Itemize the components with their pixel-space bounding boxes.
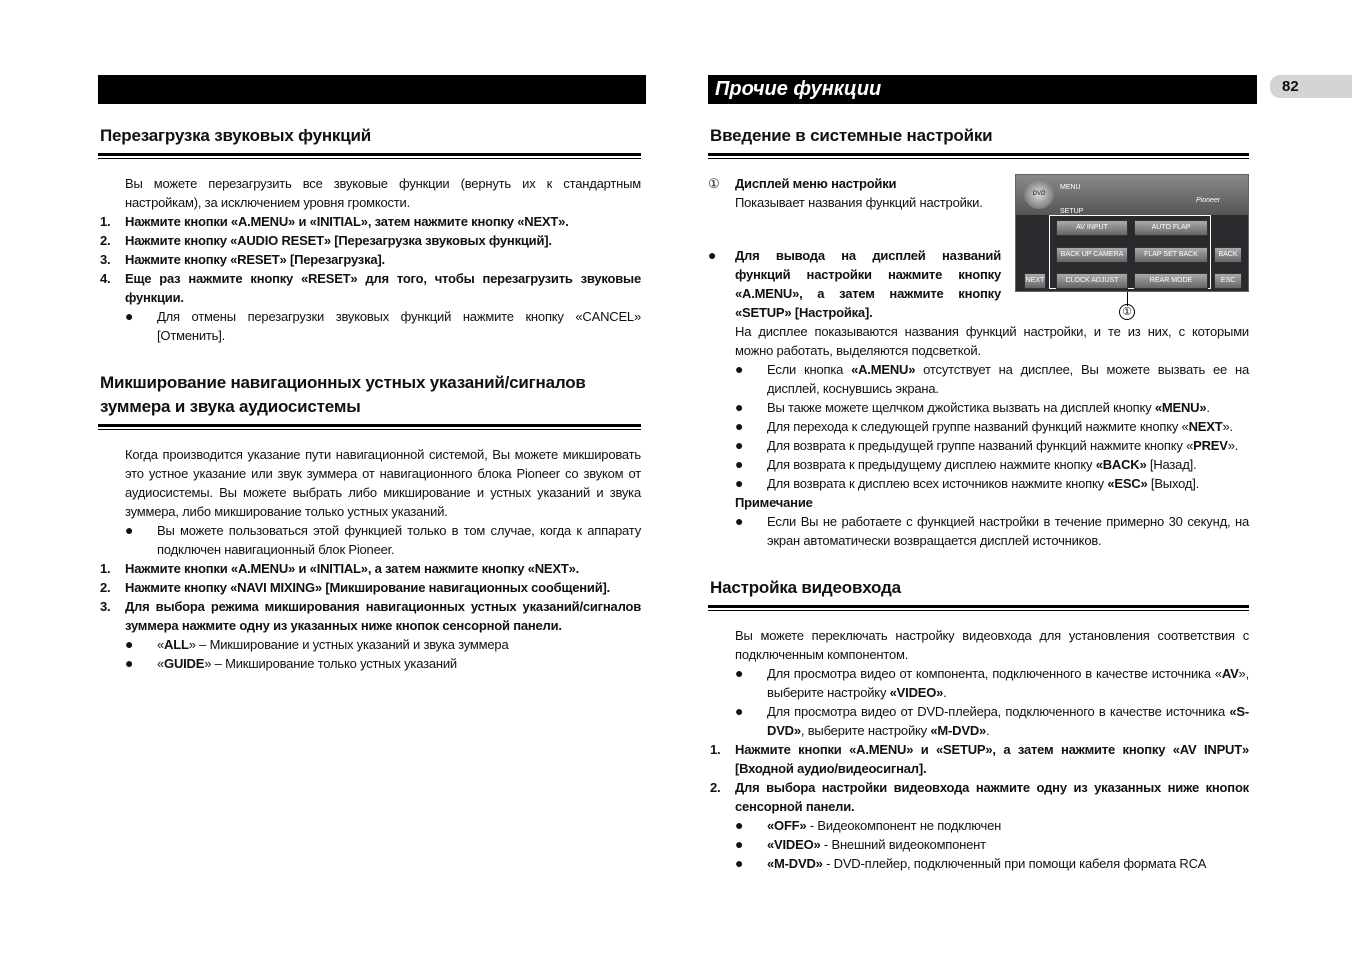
text-run: «M-DVD» <box>930 723 987 738</box>
text-run: Для вывода на дисплей названий функций настройки нажмите кнопку «A.MENU», а затем нажмите кнопку «SETUP» [Настройка]. <box>735 248 1001 320</box>
dvd-logo: DVD <box>1024 179 1054 209</box>
text-run: Для просмотра видео от DVD-плейера, подключенного в качестве источника <box>767 704 1230 719</box>
numbered-step <box>708 740 1249 778</box>
numbered-step <box>98 250 641 269</box>
text-run: Если кнопка <box>767 362 852 377</box>
bullet-icon: ● <box>735 855 744 871</box>
text-run: Если Вы не работаете с функцией настройки в течение примерно 30 секунд, на экран автоматически возвращается дисплей источников. <box>767 514 1249 548</box>
text-run: Для отмены перезагрузки звуковых функций нажмите кнопку «CANCEL» [Отменить]. <box>157 309 641 343</box>
text-run: . <box>943 685 947 700</box>
step-number: 4. <box>100 271 111 286</box>
bullet-icon: ● <box>735 418 744 434</box>
bullet-item <box>708 474 1249 493</box>
esc-button[interactable]: ESC <box>1214 273 1242 289</box>
text-run: Вы можете переключать настройку видеовхода для установления соответствия с подключенным компонентом. <box>735 628 1249 662</box>
numbered-step <box>98 269 641 307</box>
text-run: » – Микширование и устных указаний и звука зуммера <box>188 637 509 652</box>
text-run: Для выбора настройки видеовхода нажмите одну из указанных ниже кнопок сенсорной панели. <box>735 780 1249 814</box>
text-run: Нажмите кнопки «A.MENU» и «SETUP», а затем нажмите кнопку «AV INPUT» [Входной аудио/видеосигнал]. <box>735 742 1249 776</box>
text-run: NEXT <box>1188 419 1223 434</box>
menu-label: MENU <box>1060 184 1081 191</box>
bullet-icon: ● <box>735 475 744 491</box>
text-run: отсутствует на дисплее, Вы можете вызвать ее на дисплей, коснувшись экрана. <box>767 362 1249 396</box>
text-run: «MENU» <box>1154 400 1207 415</box>
bullet-icon: ● <box>735 361 744 377</box>
bullet-item <box>708 360 1249 398</box>
bullet-icon: ● <box>735 513 744 529</box>
section-heading: Настройка видеовхода <box>708 576 1249 608</box>
bullet-icon: ● <box>735 437 744 453</box>
bullet-icon: ● <box>735 817 744 833</box>
paragraph <box>98 174 641 212</box>
paragraph <box>708 322 1249 360</box>
flap-set-back-button[interactable]: FLAP SET BACK <box>1134 247 1208 263</box>
step-number: 3. <box>100 252 111 267</box>
bullet-item <box>708 455 1249 474</box>
text-run: Вы также можете щелчком джойстика вызвать на дисплей кнопку <box>767 400 1155 415</box>
numbered-step <box>98 578 641 597</box>
numbered-step <box>98 212 641 231</box>
av-input-button[interactable]: AV INPUT <box>1056 220 1128 236</box>
callout-item <box>708 174 1249 193</box>
step-number: 2. <box>100 580 111 595</box>
bullet-icon: ● <box>125 655 134 671</box>
bullet-item <box>708 246 1249 322</box>
text-run: [Выход]. <box>1147 476 1200 491</box>
step-number: 2. <box>100 233 111 248</box>
paragraph <box>98 445 641 521</box>
bullet-icon: ● <box>735 836 744 852</box>
left-column <box>98 124 641 673</box>
bullet-icon: ● <box>125 522 134 538</box>
text-run: « <box>157 637 165 652</box>
text-run: ». <box>1227 438 1239 453</box>
bullet-item <box>708 835 1249 854</box>
section-heading: Перезагрузка звуковых функций <box>98 124 641 156</box>
bullet-item <box>98 635 641 654</box>
bullet-item <box>708 816 1249 835</box>
text-run: «BACK» <box>1095 457 1147 472</box>
text-run: PREV <box>1193 438 1228 453</box>
text-run: . <box>1206 400 1210 415</box>
text-run: Дисплей меню настройки <box>735 176 897 191</box>
pioneer-logo: Pioneer <box>1196 197 1221 204</box>
text-run: Для возврата к дисплею всех источников нажмите кнопку <box>767 476 1108 491</box>
step-number: 2. <box>710 780 721 795</box>
header-bar-left <box>98 75 646 104</box>
text-run: На дисплее показываются названия функций настройки, и те из них, с которыми можно работать, выделяются подсветкой. <box>735 324 1249 358</box>
bullet-icon: ● <box>125 308 134 324</box>
text-run: - Внешний видеокомпонент <box>820 837 986 852</box>
text-run: Вы можете пользоваться этой функцией только в том случае, когда к аппарату подключен навигационный блок Pioneer. <box>157 523 641 557</box>
bullet-icon: ● <box>735 665 744 681</box>
right-column <box>708 124 1249 873</box>
text-run: Для просмотра видео от компонента, подключенного в качестве источника « <box>767 666 1222 681</box>
bullet-item <box>98 307 641 345</box>
callout-marker: ① <box>1119 304 1135 320</box>
bullet-item <box>708 436 1249 455</box>
text-run: Нажмите кнопку «RESET» [Перезагрузка]. <box>125 252 385 267</box>
page-number: 82 <box>1270 75 1352 98</box>
bullet-item <box>708 398 1249 417</box>
text-run: GUIDE <box>164 656 205 671</box>
text-run: «ESC» <box>1107 476 1148 491</box>
text-run: Для возврата к предыдущей группе названий функций нажмите кнопку « <box>767 438 1194 453</box>
back-up-camera-button[interactable]: BACK UP CAMERA <box>1056 247 1128 263</box>
setup-label: SETUP <box>1060 208 1084 215</box>
text-run: Когда производится указание пути навигационной системой, Вы можете микшировать это устное указание или звук зуммера от навигационного блока Pioneer со звуком от аудиосистемы. Вы можете выбрать либо микширование и устных указаний и звука зуммера, либо микширование только устных указаний. <box>125 447 641 519</box>
bullet-item <box>708 417 1249 436</box>
numbered-step <box>98 597 641 635</box>
text-run: . <box>986 723 990 738</box>
rear-mode-button[interactable]: REAR MODE <box>1134 273 1208 289</box>
text-run: [Назад]. <box>1146 457 1197 472</box>
text-run: , выберите настройку <box>800 723 931 738</box>
text-run: Вы можете перезагрузить все звуковые функции (вернуть их к стандартным настройкам), за исключением уровня громкости. <box>125 176 641 210</box>
bullet-item <box>98 521 641 559</box>
text-run: « <box>157 656 165 671</box>
bullet-item <box>708 702 1249 740</box>
numbered-step <box>708 778 1249 816</box>
text-run: «OFF» <box>767 818 807 833</box>
text-run: «S-DVD» <box>767 704 1249 738</box>
text-run: AV <box>1221 666 1239 681</box>
text-run: ». <box>1222 419 1233 434</box>
next-button[interactable]: NEXT <box>1024 273 1046 289</box>
back-button[interactable]: BACK <box>1214 247 1242 263</box>
step-number: 1. <box>100 214 111 229</box>
text-run: «VIDEO» <box>889 685 944 700</box>
paragraph <box>708 626 1249 664</box>
numbered-step <box>98 559 641 578</box>
bullet-item <box>708 512 1249 550</box>
text-run: Нажмите кнопку «NAVI MIXING» [Микширование навигационных сообщений]. <box>125 580 611 595</box>
section-heading: Введение в системные настройки <box>708 124 1249 156</box>
text-run: - DVD-плейер, подключенный при помощи кабеля формата RCA <box>822 856 1207 871</box>
text-run: », выберите настройку <box>767 666 1249 700</box>
bullet-item <box>708 854 1249 873</box>
section-title: Прочие функции <box>708 75 1257 104</box>
bullet-icon: ● <box>735 456 744 472</box>
text-run: » – Микширование только устных указаний <box>204 656 457 671</box>
text-run: «A.MENU» <box>851 362 916 377</box>
text-run: Еще раз нажмите кнопку «RESET» для того, чтобы перезагрузить звуковые функции. <box>125 271 641 305</box>
bullet-icon: ● <box>735 399 744 415</box>
numbered-step <box>98 231 641 250</box>
step-number: 1. <box>100 561 111 576</box>
text-run: «M-DVD» <box>767 856 823 871</box>
text-run: - Видеокомпонент не подключен <box>806 818 1002 833</box>
step-number: 3. <box>100 599 111 614</box>
text-run: Нажмите кнопки «A.MENU» и «INITIAL», а затем нажмите кнопку «NEXT». <box>125 561 580 576</box>
bullet-item <box>98 654 641 673</box>
note-heading: Примечание <box>735 495 813 510</box>
bullet-icon: ● <box>125 636 134 652</box>
text-run: Нажмите кнопку «AUDIO RESET» [Перезагрузка звуковых функций]. <box>125 233 552 248</box>
section-heading: Микширование навигационных устных указаний/сигналов зуммера и звука аудиосистемы <box>98 371 641 427</box>
text-run: Показывает названия функций настройки. <box>735 195 983 210</box>
auto-flap-button[interactable]: AUTO FLAP <box>1134 220 1208 236</box>
clock-adjust-button[interactable]: CLOCK ADJUST <box>1056 273 1128 289</box>
step-number: 1. <box>710 742 721 757</box>
step-number: ① <box>708 176 720 191</box>
text-run: Для перехода к следующей группе названий функций нажмите кнопку « <box>767 419 1189 434</box>
bullet-item <box>708 664 1249 702</box>
text-run: «VIDEO» <box>767 837 821 852</box>
bullet-icon: ● <box>708 247 717 263</box>
text-run: ALL <box>164 637 189 652</box>
text-run: Нажмите кнопки «A.MENU» и «INITIAL», затем нажмите кнопку «NEXT». <box>125 214 569 229</box>
text-run: Для выбора режима микширования навигационных устных указаний/сигналов зуммера нажмите одну из указанных ниже кнопок сенсорной панели. <box>125 599 641 633</box>
text-run: Для возврата к предыдущему дисплею нажмите кнопку <box>767 457 1096 472</box>
bullet-icon: ● <box>735 703 744 719</box>
